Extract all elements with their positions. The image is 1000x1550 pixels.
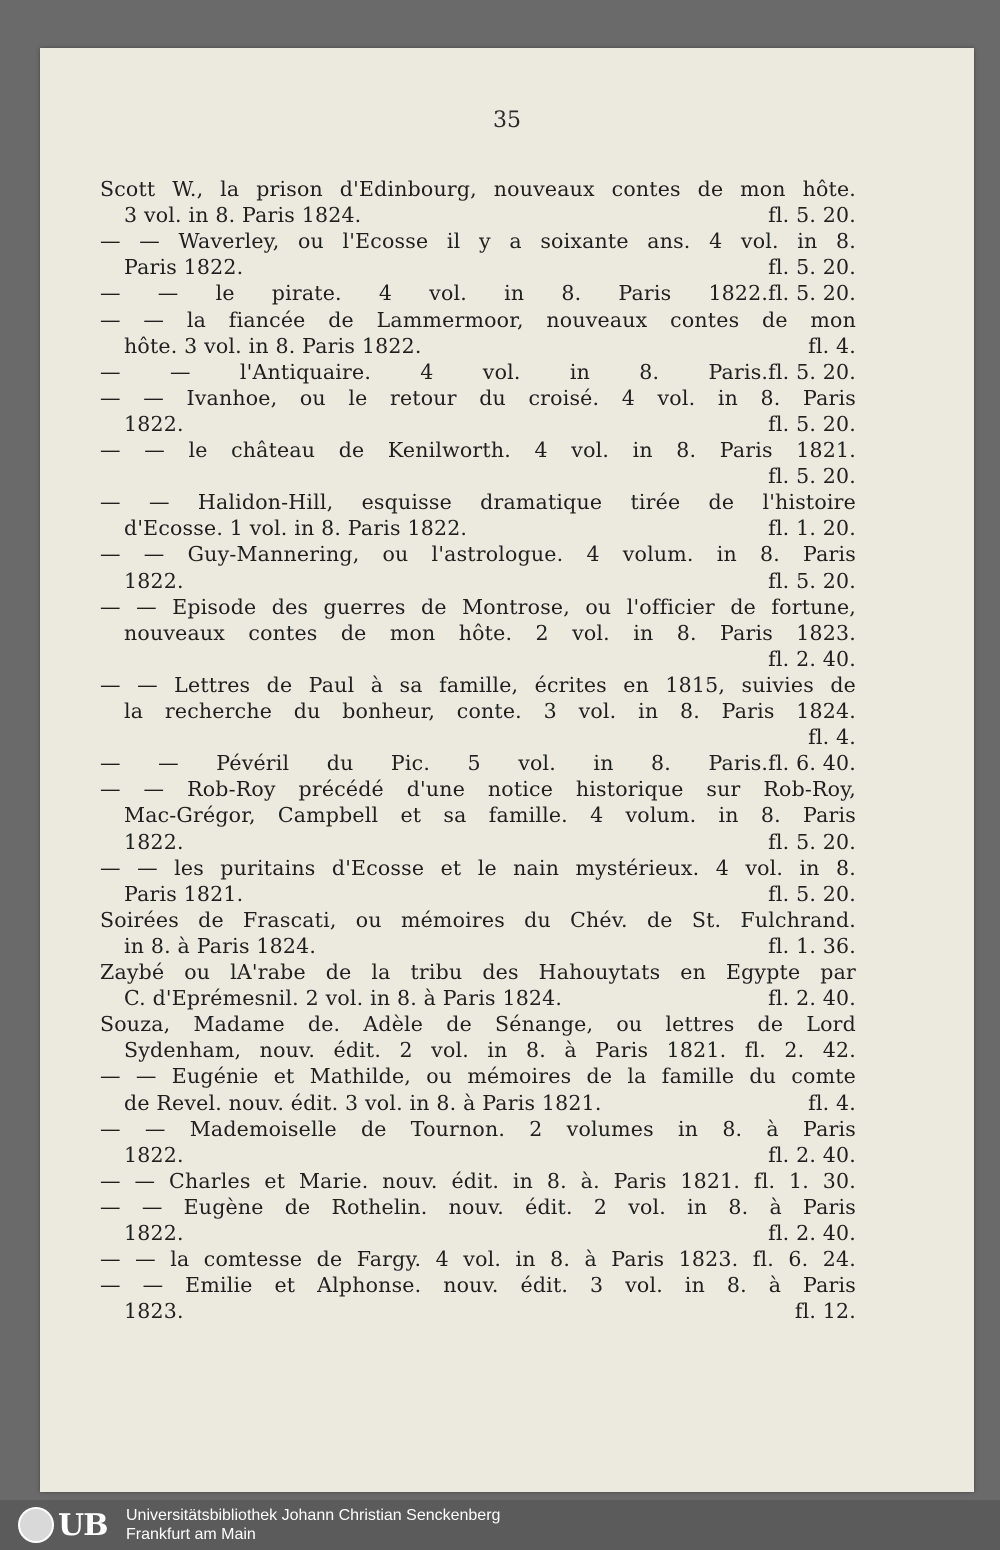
entry-text: — — Pévéril du Pic. 5 vol. in 8. Paris. (100, 751, 769, 776)
entry-text: Souza, Madame de. Adèle de Sénange, ou lettres de Lord (100, 1012, 856, 1037)
entry-text: — — Emilie et Alphonse. nouv. édit. 3 vol. in 8. à Paris (100, 1273, 856, 1298)
entry-text: — — Ivanhoe, ou le retour du croisé. 4 vol. in 8. Paris (100, 385, 856, 410)
catalog-line (124, 333, 856, 359)
catalog-line (124, 568, 856, 594)
entry-text: — — le pirate. 4 vol. in 8. Paris 1822. (100, 281, 769, 306)
catalog-line (124, 829, 856, 855)
price-text: fl. 5. 20. (768, 203, 856, 228)
price-text: fl. 4. (808, 725, 856, 750)
catalog-line (124, 1298, 856, 1324)
entry-text: — — Episode des guerres de Montrose, ou l'officier de fortune, (100, 594, 856, 619)
catalog-line (124, 202, 856, 228)
entry-text: 3 vol. in 8. Paris 1824. (124, 203, 362, 228)
catalog-line (124, 411, 856, 437)
catalog-line (100, 359, 856, 385)
catalog-line (124, 1090, 856, 1116)
page-number: 35 (493, 108, 521, 133)
entry-text: — — la fiancée de Lammermoor, nouveaux contes de mon (100, 307, 856, 332)
entry-text: — — Halidon-Hill, esquisse dramatique tirée de l'histoire (100, 490, 856, 515)
entry-text: — — Mademoiselle de Tournon. 2 volumes in 8. à Paris (100, 1116, 856, 1141)
entry-text: — — Charles et Marie. nouv. édit. in 8. à. Paris 1821. fl. 1. 30. (100, 1168, 856, 1193)
catalog-line (100, 1272, 856, 1298)
entry-text: — — Eugénie et Mathilde, ou mémoires de la famille du comte (100, 1064, 856, 1089)
entry-text: 1822. (124, 1142, 184, 1167)
entry-text: 1822. (124, 411, 184, 436)
entry-text: — — l'Antiquaire. 4 vol. in 8. Paris. (100, 359, 769, 384)
catalog-line (124, 620, 856, 646)
entry-text: hôte. 3 vol. in 8. Paris 1822. (124, 333, 422, 358)
price-text: fl. 5. 20. (768, 568, 856, 593)
entry-text: Sydenham, nouv. édit. 2 vol. in 8. à Paris 1821. fl. 2. 42. (124, 1038, 856, 1063)
entry-text: — — Lettres de Paul à sa famille, écrites en 1815, suivies de (100, 672, 856, 697)
price-text: fl. 4. (808, 1090, 856, 1115)
catalog-line (100, 463, 856, 489)
entry-text: — — les puritains d'Ecosse et le nain mystérieux. 4 vol. in 8. (100, 855, 856, 880)
price-text: fl. 5. 20. (768, 359, 856, 384)
catalog-line (100, 1116, 856, 1142)
entry-text: 1822. (124, 1221, 184, 1245)
logo-text: UB (58, 1507, 108, 1543)
catalog-line (124, 515, 856, 541)
library-city: Frankfurt am Main (126, 1526, 256, 1543)
price-text: fl. 2. 40. (768, 646, 856, 671)
library-footer-bar (0, 1500, 1000, 1550)
entry-text: Soirées de Frascati, ou mémoires du Chév. de St. Fulchrand. (100, 907, 856, 932)
entry-text: C. d'Eprémesnil. 2 vol. in 8. à Paris 1824. (124, 986, 563, 1011)
library-name: Universitätsbibliothek Johann Christian Senckenberg (126, 1507, 501, 1524)
catalog-line (100, 724, 856, 750)
catalog-line (100, 541, 856, 567)
entry-text: d'Ecosse. 1 vol. in 8. Paris 1822. (124, 516, 468, 541)
entry-text: 1823. (124, 1299, 184, 1324)
entry-text: Zaybé ou lA'rabe de la tribu des Hahouytats en Egypte par (100, 960, 856, 984)
entry-text: nouveaux contes de mon hôte. 2 vol. in 8. Paris 1823. (124, 620, 856, 645)
catalog-line (124, 1142, 856, 1168)
catalog-line (100, 1246, 856, 1272)
catalog-line (100, 280, 856, 306)
catalog-line (100, 437, 856, 463)
price-text: fl. 5. 20. (768, 281, 856, 306)
price-text: fl. 5. 20. (768, 255, 856, 280)
catalog-line (124, 933, 856, 959)
catalog-line (124, 698, 856, 724)
document-page (40, 48, 974, 1492)
price-text: fl. 6. 40. (768, 751, 856, 776)
entry-text: 1822. (124, 829, 184, 854)
price-text: fl. 2. 40. (768, 1221, 856, 1245)
price-text: fl. 2. 40. (768, 986, 856, 1011)
price-text: fl. 1. 36. (768, 933, 856, 958)
catalog-line (100, 489, 856, 515)
catalog-line (100, 385, 856, 411)
catalog-line (100, 228, 856, 254)
catalog-line (100, 776, 856, 802)
catalog-line (100, 646, 856, 672)
price-text: fl. 2. 40. (768, 1142, 856, 1167)
catalog-line (100, 959, 856, 985)
footer-text (126, 1506, 500, 1544)
entry-text: — — la comtesse de Fargy. 4 vol. in 8. à Paris 1823. fl. 6. 24. (100, 1247, 856, 1272)
price-text: fl. 5. 20. (768, 829, 856, 854)
entry-text: Paris 1821. (124, 881, 244, 906)
catalog-line (124, 1220, 856, 1246)
catalog-line (100, 1011, 856, 1037)
catalog-line (100, 1168, 856, 1194)
seal-icon (18, 1507, 54, 1543)
catalog-line (100, 307, 856, 333)
price-text: fl. 5. 20. (768, 411, 856, 436)
price-text: fl. 1. 20. (768, 516, 856, 541)
price-text: fl. 12. (794, 1299, 856, 1324)
catalog-line (124, 802, 856, 828)
entry-text: 1822. (124, 568, 184, 593)
catalog-line (124, 1037, 856, 1063)
catalog-line (100, 672, 856, 698)
entry-text: in 8. à Paris 1824. (124, 933, 317, 958)
entry-text: Scott W., la prison d'Edinbourg, nouveaux contes de mon hôte. (100, 177, 856, 201)
entry-text: — — Waverley, ou l'Ecosse il y a soixante ans. 4 vol. in 8. (100, 229, 856, 254)
catalog-line (124, 985, 856, 1011)
entry-text: — — le château de Kenilworth. 4 vol. in 8. Paris 1821. (100, 438, 856, 462)
entry-text: Mac-Grégor, Campbell et sa famille. 4 volum. in 8. Paris (124, 803, 856, 828)
catalog-line (100, 855, 856, 881)
price-text: fl. 4. (808, 333, 856, 358)
catalog-line (100, 750, 856, 776)
entry-text: la recherche du bonheur, conte. 3 vol. in 8. Paris 1824. (124, 699, 856, 723)
entry-text: — — Rob-Roy précédé d'une notice historique sur Rob-Roy, (100, 777, 856, 802)
entry-text: de Revel. nouv. édit. 3 vol. in 8. à Paris 1821. (124, 1090, 602, 1115)
price-text: fl. 5. 20. (768, 464, 856, 489)
catalog-line (100, 176, 856, 202)
price-text: fl. 5. 20. (768, 881, 856, 906)
library-logo (18, 1506, 120, 1544)
entry-text: — — Guy-Mannering, ou l'astrologue. 4 volum. in 8. Paris (100, 542, 856, 567)
catalog-line (100, 1194, 856, 1220)
catalog-line (124, 254, 856, 280)
entry-text: Paris 1822. (124, 255, 244, 280)
catalog-line (124, 881, 856, 907)
catalog-line (100, 907, 856, 933)
entry-text: — — Eugène de Rothelin. nouv. édit. 2 vol. in 8. à Paris (100, 1194, 856, 1219)
catalog-line (100, 1063, 856, 1089)
catalog-line (100, 594, 856, 620)
